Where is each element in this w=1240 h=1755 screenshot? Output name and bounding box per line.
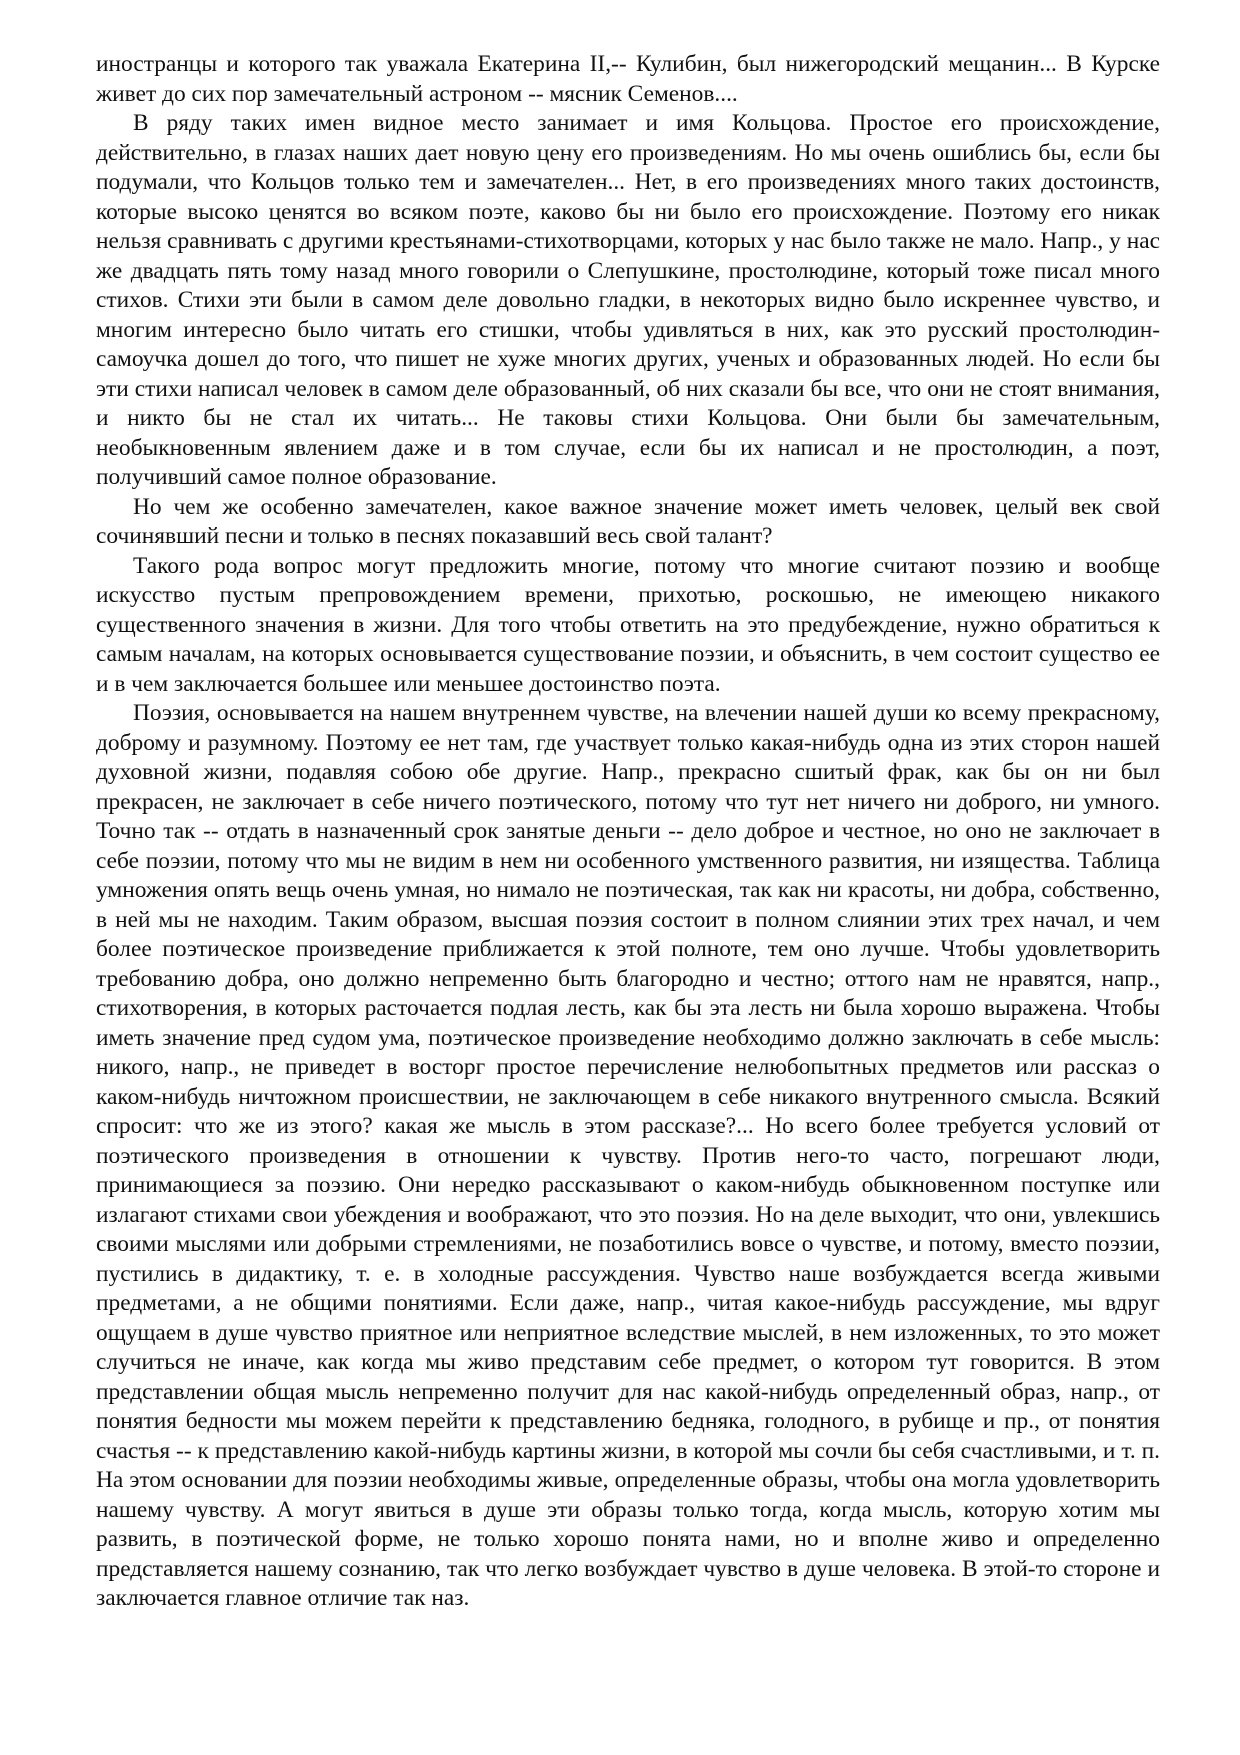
paragraph-poetry-value: Такого рода вопрос могут предложить многие, потому что многие считают поэзию и вообще искусство пустым препровождением времени, прихотью, роскошью, не имеющею никакого существенного значения в жизни. Для того чтобы ответить на это предубеждение, нужно обратиться к самым началам, на которых основывается существование поэзии, и объяснить, в чем состоит существо ее и в чем заключается большее или меньшее достоинство поэта. — [96, 552, 1160, 697]
paragraph-continuation: иностранцы и которого так уважала Екатерина II,-- Кулибин, был нижегородский мещанин... В Курске живет до сих пор замечательный астроном -- мясник Семенов.... — [96, 51, 1160, 107]
paragraph-question: Но чем же особенно замечателен, какое важное значение может иметь человек, целый век свой сочинявший песни и только в песнях показавший весь свой талант? — [96, 493, 1160, 549]
paragraph-koltsov-origin: В ряду таких имен видное место занимает и имя Кольцова. Простое его происхождение, действительно, в глазах наших дает новую цену его произведениям. Но мы очень ошиблись бы, если бы подумали, что Кольцов только тем и замечателен... Нет, в его произведениях много таких достоинств, которые высоко ценятся во всяком поэте, каково бы ни было его происхождение. Поэтому его никак нельзя сравнивать с другими крестьянами-стихотворцами, которых у нас было также не мало. Напр., у нас же двадцать пять тому назад много говорили о Слепушкине, простолюдине, который тоже писал много стихов. Стихи эти были в самом деле довольно гладки, в некоторых видно было искреннее чувство, и многим интересно было читать его стишки, чтобы удивляться в них, как это русский простолюдин-самоучка дошел до того, что пишет не хуже многих других, ученых и образованных людей. Но если бы эти стихи написал человек в самом деле образованный, об них сказали бы все, что они не стоят внимания, и никто бы не стал их читать... Не таковы стихи Кольцова. Они были бы замечательным, необыкновенным явлением даже и в том случае, если бы их написал и не простолюдин, а поэт, получивший самое полное образование. — [96, 110, 1160, 490]
document-body — [96, 50, 1160, 1614]
paragraph-poetry-essence: Поэзия, основывается на нашем внутреннем чувстве, на влечении нашей души ко всему прекрасному, доброму и разумному. Поэтому ее нет там, где участвует только какая-нибудь одна из этих сторон нашей духовной жизни, подавляя собою обе другие. Напр., прекрасно сшитый фрак, как бы он ни был прекрасен, не заключает в себе ничего поэтического, потому что тут нет ничего ни доброго, ни умного. Точно так -- отдать в назначенный срок занятые деньги -- дело доброе и честное, но оно не заключает в себе поэзии, потому что мы не видим в нем ни особенного умственного развития, ни изящества. Таблица умножения опять вещь очень умная, но нимало не поэтическая, так как ни красоты, ни добра, собственно, в ней мы не находим. Таким образом, высшая поэзия состоит в полном слиянии этих трех начал, и чем более поэтическое произведение приближается к этой полноте, тем оно лучше. Чтобы удовлетворить требованию добра, оно должно непременно быть благородно и честно; оттого нам не нравятся, напр., стихотворения, в которых расточается подлая лесть, как бы эта лесть ни была хорошо выражена. Чтобы иметь значение пред судом ума, поэтическое произведение необходимо должно заключать в себе мысль: никого, напр., не приведет в восторг простое перечисление нелюбопытных предметов или рассказ о каком-нибудь ничтожном происшествии, не заключающем в себе никакого внутренного смысла. Всякий спросит: что же из этого? какая же мысль в этом рассказе?... Но всего более требуется условий от поэтического произведения в отношении к чувству. Против него-то часто, погрешают люди, принимающиеся за поэзию. Они нередко рассказывают о каком-нибудь обыкновенном поступке или излагают стихами свои убеждения и воображают, что это поэзия. Но на деле выходит, что они, увлекшись своими мыслями или добрыми стремлениями, не позаботились вовсе о чувстве, и потому, вместо поэзии, пустились в дидактику, т. е. в холодные рассуждения. Чувство наше возбуждается всегда живыми предметами, а не общими понятиями. Если даже, напр., читая какое-нибудь рассуждение, мы вдруг ощущаем в душе чувство приятное или неприятное вследствие мыслей, в нем изложенных, то это может случиться не иначе, как когда мы живо представим себе предмет, о котором тут говорится. В этом представлении общая мысль непременно получит для нас какой-нибудь определенный образ, напр., от понятия бедности мы можем перейти к представлению бедняка, голодного, в рубище и пр., от понятия счастья -- к представлению какой-нибудь картины жизни, в которой мы сочли бы себя счастливыми, и т. п. На этом основании для поэзии необходимы живые, определенные образы, чтобы она могла удовлетворить нашему чувству. А могут явиться в душе эти образы только тогда, когда мысль, которую хотим мы развить, в поэтической форме, не только хорошо понята нами, но и вполне живо и определенно представляется нашему сознанию, так что легко возбуждает чувство в душе человека. В этой-то стороне и заключается главное отличие так наз. — [96, 700, 1160, 1611]
